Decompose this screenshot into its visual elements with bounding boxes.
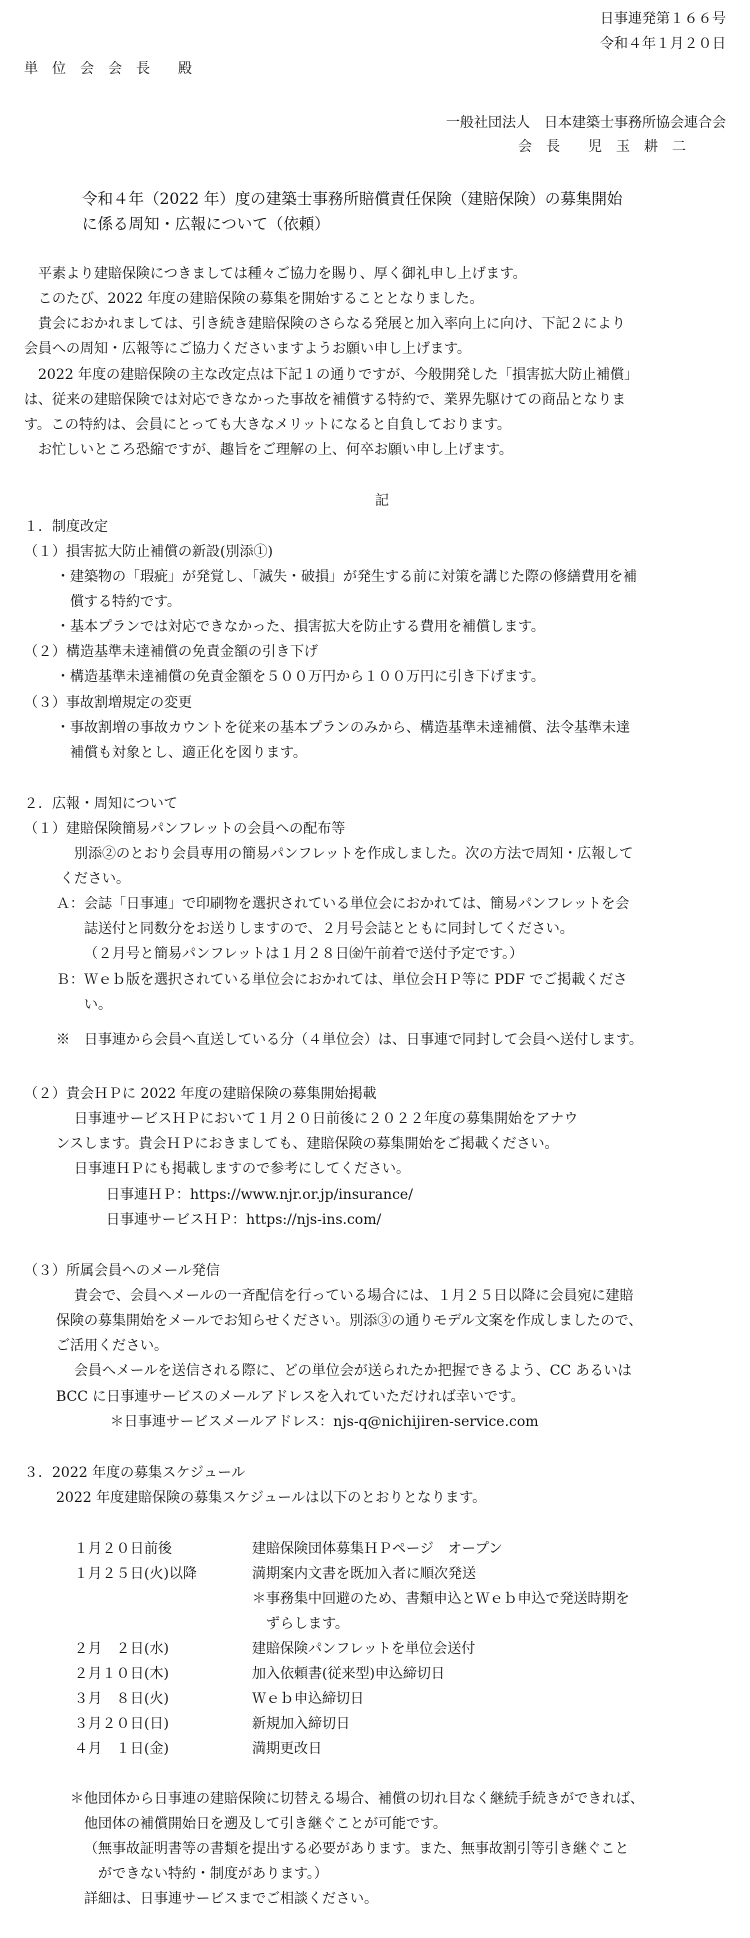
section-2-1-line: い。 bbox=[84, 997, 112, 1013]
section-1-3-line: 補償も対象とし、適正化を図ります。 bbox=[70, 745, 307, 761]
intro-line: 平素より建賠保険につきましては種々ご協力を賜り、厚く御礼申し上げます。 bbox=[38, 266, 527, 282]
intro-line: す。この特約は、会員にとっても大きなメリットになると自負しております。 bbox=[24, 417, 511, 433]
title-line-2: に係る周知・広報について（依頼） bbox=[82, 215, 330, 233]
intro-line: 2022 年度の建賠保険の主な改定点は下記１の通りですが、今般開発した「損害拡大防止補償」 bbox=[38, 367, 639, 383]
section-2-1-line: （２月号と簡易パンフレットは１月２８日㈮午前着で送付予定です。） bbox=[84, 946, 524, 962]
section-2-1-line: 別添②のとおり会員専用の簡易パンフレットを作成しました。次の方法で周知・広報して bbox=[74, 846, 634, 862]
schedule-event: 建賠保険パンフレットを単位会送付 bbox=[252, 1641, 476, 1657]
schedule-event: 満期案内文書を既加入者に順次発送 bbox=[252, 1566, 476, 1582]
intro-line: 会員への周知・広報等にご協力くださいますようお願い申し上げます。 bbox=[24, 341, 471, 357]
url-njs: 日事連サービスＨＰ：https://njs-ins.com/ bbox=[106, 1212, 382, 1228]
section-2-2-line: 日事連ＨＰにも掲載しますので参考にしてください。 bbox=[74, 1161, 410, 1177]
schedule-note: 詳細は、日事連サービスまでご相談ください。 bbox=[84, 1891, 378, 1907]
ki-heading: 記 bbox=[375, 493, 389, 509]
schedule-note: ＊他団体から日事連の建賠保険に切替える場合、補償の切れ目なく継続手続きができれば、 bbox=[70, 1791, 644, 1807]
section-1-3-title: （３）事故割増規定の変更 bbox=[24, 695, 192, 711]
section-1-1-line: 償する特約です。 bbox=[70, 594, 181, 610]
section-2-heading: ２．広報・周知について bbox=[24, 796, 178, 812]
schedule-date: １月２０日前後 bbox=[74, 1541, 172, 1557]
section-1-1-title: （１）損害拡大防止補償の新設(別添①) bbox=[24, 544, 273, 560]
section-1-heading: １．制度改定 bbox=[24, 519, 108, 535]
section-1-2-title: （２）構造基準未達補償の免責金額の引き下げ bbox=[24, 644, 318, 660]
schedule-event: ＊事務集中回避のため、書類申込とＷｅｂ申込で発送時期を bbox=[252, 1591, 630, 1607]
schedule-event: 満期更改日 bbox=[252, 1741, 322, 1757]
section-2-1-title: （１）建賠保険簡易パンフレットの会員への配布等 bbox=[24, 821, 346, 837]
section-2-2-title: （２）貴会ＨＰに 2022 年度の建賠保険の募集開始掲載 bbox=[24, 1086, 377, 1102]
schedule-note: 他団体の補償開始日を遡及して引き継ぐことが可能です。 bbox=[84, 1816, 447, 1832]
section-2-1-line: Ｂ：Ｗｅｂ版を選択されている単位会におかれては、単位会ＨＰ等に PDF でご掲載くださ bbox=[56, 972, 628, 988]
section-2-3-line: 貴会で、会員へメールの一斉配信を行っている場合には、１月２５日以降に会員宛に建賠 bbox=[74, 1288, 634, 1304]
intro-line: は、従来の建賠保険では対応できなかった事故を補償する特約で、業界先駆けての商品となりま bbox=[24, 392, 626, 408]
sender-name: 会 長 児 玉 耕 二 bbox=[518, 139, 686, 155]
schedule-event: 建賠保険団体募集ＨＰページ オープン bbox=[252, 1541, 503, 1557]
schedule-date: ２月 ２日(水) bbox=[74, 1641, 169, 1657]
intro-line: お忙しいところ恐縮ですが、趣旨をご理解の上、何卒お願い申し上げます。 bbox=[38, 442, 513, 458]
sender-org: 一般社団法人 日本建築士事務所協会連合会 bbox=[446, 115, 726, 131]
schedule-event: 新規加入締切日 bbox=[252, 1716, 350, 1732]
section-2-1-line: ください。 bbox=[60, 871, 130, 887]
schedule-note: （無事故証明書等の書類を提出する必要があります。また、無事故割引等引き継ぐこと bbox=[84, 1841, 629, 1857]
intro-line: 貴会におかれましては、引き続き建賠保険のさらなる発展と加入率向上に向け、下記２により bbox=[38, 316, 626, 332]
title-line-1: 令和４年（2022 年）度の建築士事務所賠償責任保険（建賠保険）の募集開始 bbox=[82, 190, 623, 208]
schedule-event: Ｗｅｂ申込締切日 bbox=[252, 1691, 364, 1707]
section-2-2-line: 日事連サービスＨＰにおいて１月２０日前後に２０２２年度の募集開始をアナウ bbox=[74, 1111, 578, 1127]
schedule-date: ３月 ８日(火) bbox=[74, 1691, 169, 1707]
schedule-date: １月２５日(火)以降 bbox=[74, 1566, 197, 1582]
section-2-3-line: 会員へメールを送信される際に、どの単位会が送られたか把握できるよう、CC あるいは bbox=[74, 1363, 632, 1379]
schedule-event: 加入依頼書(従来型)申込締切日 bbox=[252, 1666, 445, 1682]
section-2-3-line: BCC に日事連サービスのメールアドレスを入れていただければ幸いです。 bbox=[56, 1389, 525, 1405]
section-2-3-line: 保険の募集開始をメールでお知らせください。別添③の通りモデル文案を作成しましたので、 bbox=[56, 1313, 643, 1329]
schedule-date: ３月２０日(日) bbox=[74, 1716, 169, 1732]
section-1-1-line: ・建築物の「瑕疵」が発覚し、「滅失・破損」が発生する前に対策を講じた際の修繕費用を補 bbox=[56, 569, 637, 585]
addressee: 単 位 会 会 長 殿 bbox=[24, 61, 192, 77]
section-3-heading: ３．2022 年度の募集スケジュール bbox=[24, 1465, 246, 1481]
section-3-intro: 2022 年度建賠保険の募集スケジュールは以下のとおりとなります。 bbox=[56, 1490, 487, 1506]
doc-date: 令和４年１月２０日 bbox=[600, 36, 726, 52]
section-2-1-line: Ａ：会誌「日事連」で印刷物を選択されている単位会におかれては、簡易パンフレットを会 bbox=[56, 896, 630, 912]
schedule-event: ずらします。 bbox=[266, 1616, 349, 1632]
email-address: ＊日事連サービスメールアドレス：njs-q@nichijiren-service.com bbox=[110, 1414, 539, 1430]
schedule-date: ４月 １日(金) bbox=[74, 1741, 169, 1757]
section-1-3-line: ・事故割増の事故カウントを従来の基本プランのみから、構造基準未達補償、法令基準未達 bbox=[56, 720, 630, 736]
section-2-2-line: ンスします。貴会ＨＰにおきましても、建賠保険の募集開始をご掲載ください。 bbox=[56, 1136, 559, 1152]
doc-number: 日事連発第１６６号 bbox=[600, 11, 726, 27]
url-njr: 日事連ＨＰ：https://www.njr.or.jp/insurance/ bbox=[106, 1187, 413, 1203]
section-1-2-line: ・構造基準未達補償の免責金額を５００万円から１００万円に引き下げます。 bbox=[56, 669, 545, 685]
section-2-3-title: （３）所属会員へのメール発信 bbox=[24, 1263, 220, 1279]
section-2-1-line: 誌送付と同数分をお送りしますので、２月号会誌とともに同封してください。 bbox=[84, 921, 574, 937]
intro-line: このたび、2022 年度の建賠保険の募集を開始することとなりました。 bbox=[38, 291, 484, 307]
section-2-1-note: ※ 日事連から会員へ直送している分（４単位会）は、日事連で同封して会員へ送付します。 bbox=[56, 1032, 643, 1048]
section-2-3-line: ご活用ください。 bbox=[56, 1338, 168, 1354]
schedule-date: ２月１０日(木) bbox=[74, 1666, 169, 1682]
section-1-1-line: ・基本プランでは対応できなかった、損害拡大を防止する費用を補償します。 bbox=[56, 619, 545, 635]
schedule-note: ができない特約・制度があります。） bbox=[98, 1866, 328, 1882]
